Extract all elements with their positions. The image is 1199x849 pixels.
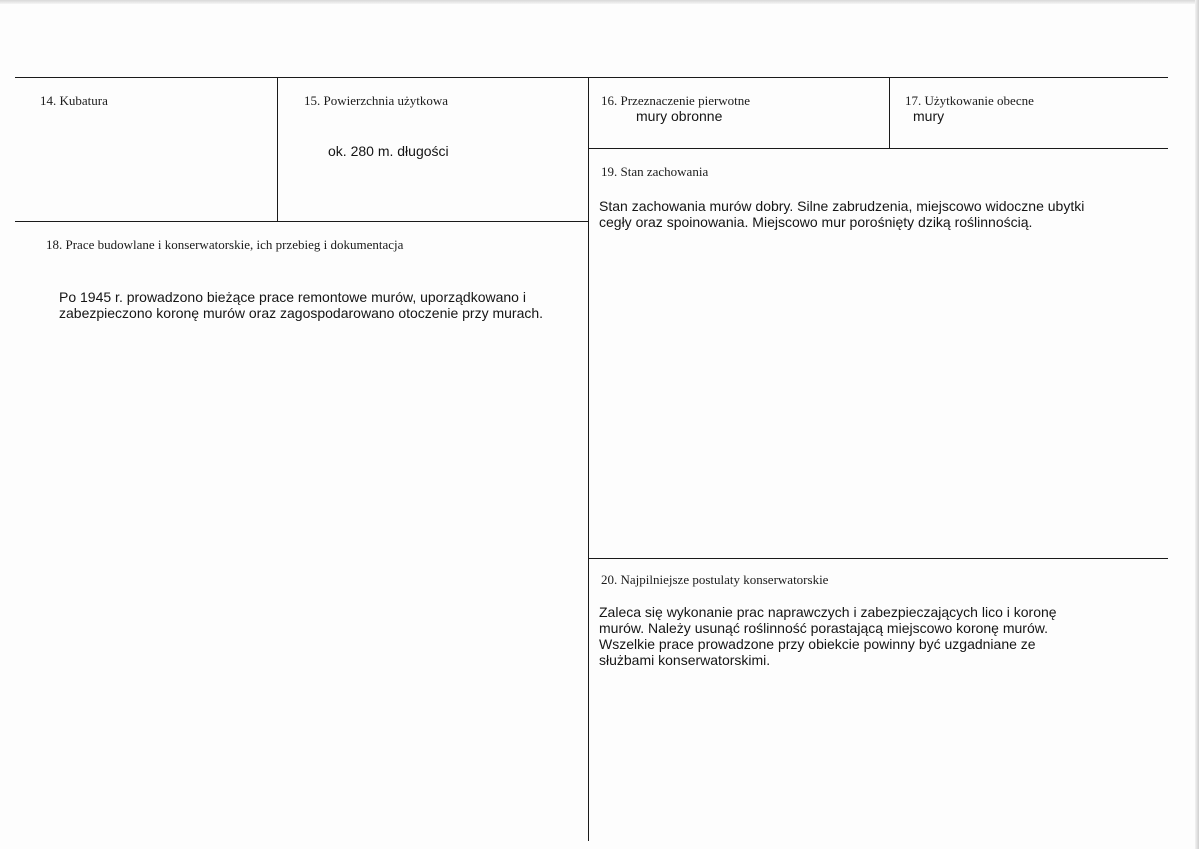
- scan-edge-right: [1195, 0, 1199, 849]
- field15-label: 15. Powierzchnia użytkowa: [304, 93, 449, 108]
- field18-text-line: zabezpieczono koronę murów oraz zagospodarowano otoczenie przy murach.: [59, 305, 544, 321]
- divider-14-15: [277, 77, 278, 222]
- field15-value: ok. 280 m. długości: [328, 143, 449, 159]
- field20-text-line: służbami konserwatorskimi.: [599, 652, 771, 668]
- field20-label: 20. Najpilniejsze postulaty konserwatorskie: [601, 572, 829, 587]
- row1-divider-left: [15, 221, 589, 222]
- divider-16-17: [889, 77, 890, 149]
- field20-text-line: Zaleca się wykonanie prac naprawczych i zabezpieczających lico i koronę: [599, 604, 1057, 620]
- field20-text-line: murów. Należy usunąć roślinność porastającą miejscowo koronę murów.: [599, 620, 1048, 636]
- field19-label: 19. Stan zachowania: [601, 164, 709, 179]
- center-divider: [588, 77, 589, 841]
- field16-label: 16. Przeznaczenie pierwotne: [601, 93, 751, 108]
- field18-text-line: Po 1945 r. prowadzono bieżące prace remontowe murów, uporządkowano i: [59, 289, 526, 305]
- field20-text-line: Wszelkie prace prowadzone przy obiekcie powinny być uzgadniane ze: [599, 636, 1036, 652]
- scan-edge-top: [0, 0, 1199, 4]
- field14-label: 14. Kubatura: [40, 93, 108, 108]
- field17-value: mury: [913, 108, 945, 124]
- field20-top-line: [588, 558, 1168, 559]
- field19-text-line: cegły oraz spoinowania. Miejscowo mur porośnięty dziką roślinnością.: [599, 214, 1033, 230]
- top-border-line: [15, 77, 1168, 78]
- field19-text-line: Stan zachowania murów dobry. Silne zabrudzenia, miejscowo widoczne ubytki: [599, 198, 1085, 214]
- field17-label: 17. Użytkowanie obecne: [905, 93, 1034, 108]
- field16-value: mury obronne: [636, 108, 723, 124]
- row1-divider-right: [588, 148, 1168, 149]
- field18-label: 18. Prace budowlane i konserwatorskie, ich przebieg i dokumentacja: [46, 237, 404, 252]
